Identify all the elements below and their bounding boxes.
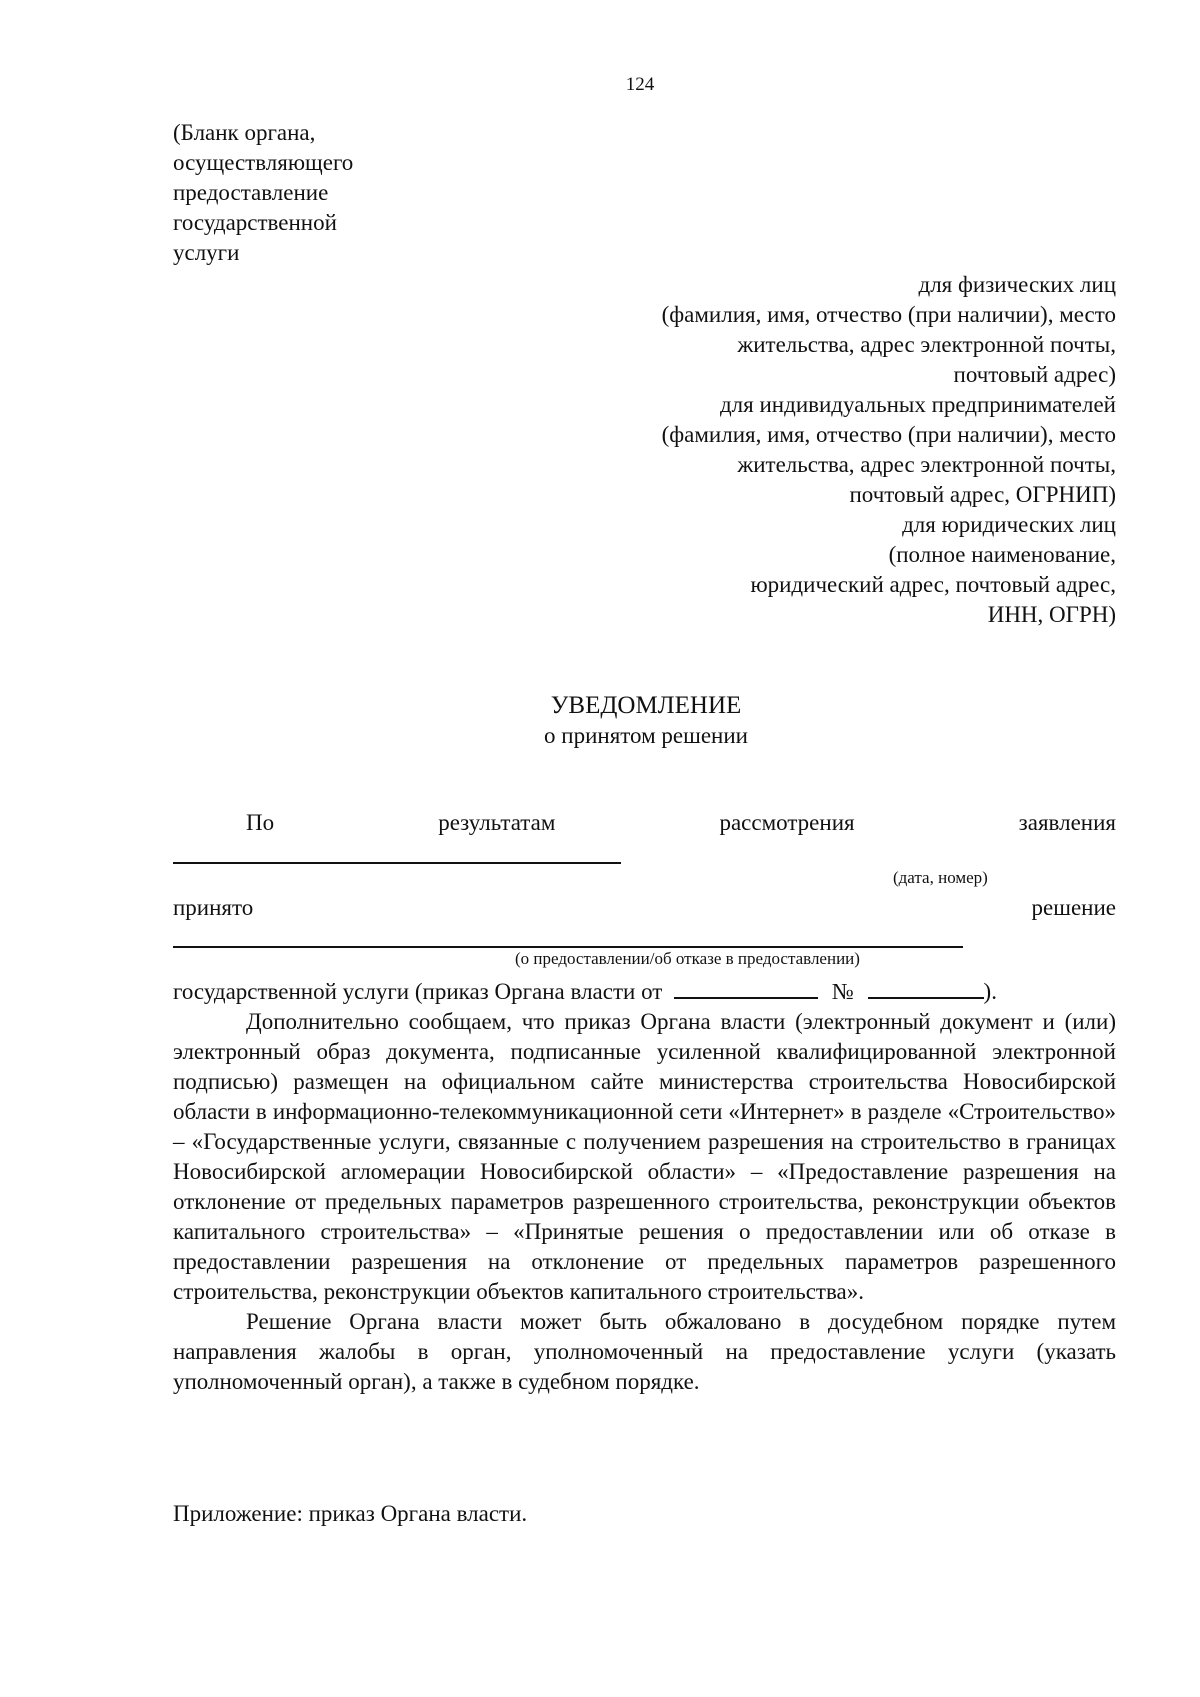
addressee-line: ИНН, ОГРН) [987, 602, 1116, 627]
word: заявления [1018, 810, 1116, 835]
word: решение [1031, 895, 1116, 920]
letterhead-block [173, 118, 353, 268]
blank-order-date [674, 977, 818, 999]
addressee-line: (фамилия, имя, отчество (при наличии), место [661, 422, 1116, 447]
addressee-line: юридический адрес, почтовый адрес, [750, 572, 1116, 597]
letterhead-line: (Бланк органа, [173, 120, 316, 145]
blank-line-date [173, 862, 621, 864]
word: рассмотрения [719, 810, 855, 835]
addressee-line: почтовый адрес, ОГРНИП) [849, 482, 1116, 507]
statement-line-3 [173, 977, 1116, 1007]
letterhead-line: осуществляющего [173, 150, 354, 175]
letterhead-line: государственной [173, 210, 337, 235]
body-text [173, 1007, 1116, 1397]
document-title: УВЕДОМЛЕНИЕ [550, 692, 742, 719]
page-number: 124 [625, 74, 655, 95]
blank-order-number [868, 977, 984, 999]
addressee-line: почтовый адрес) [953, 362, 1116, 387]
blank-line-decision [173, 946, 963, 948]
paragraph-publication: Дополнительно сообщаем, что приказ Органа власти (электронный документ и (или) электронный образ документа, подписанные усиленной квалифицированной электронной подписью) размещен на официальном сайте министерства строительства Новосибирской области в информационно-телекоммуникационной сети «Интернет» в разделе «Строительство» – «Государственные услуги, связанные с получением разрешения на строительство в границах Новосибирской агломерации Новосибирской области» – «Предоставление разрешения на отклонение от предельных параметров разрешенного строительства, реконструкции объектов капитального строительства» – «Принятые решения о предоставлении или об отказе в предоставлении разрешения на отклонение от предельных параметров разрешенного строительства, реконструкции объектов капитального строительства». [173, 1009, 1116, 1304]
word: результатам [438, 810, 556, 835]
letterhead-line: предоставление [173, 180, 329, 205]
addressee-line: для физических лиц [918, 272, 1116, 297]
addressee-line: (фамилия, имя, отчество (при наличии), место [661, 302, 1116, 327]
addressee-line: для юридических лиц [902, 512, 1116, 537]
addressee-line: жительства, адрес электронной почты, [737, 332, 1116, 357]
word: По [246, 810, 275, 835]
letterhead-line: услуги [173, 240, 240, 265]
number-sign: № [831, 979, 854, 1004]
addressee-line: жительства, адрес электронной почты, [737, 452, 1116, 477]
statement-line-1 [246, 808, 1116, 838]
line3-prefix: государственной услуги (приказ Органа власти от [173, 979, 663, 1004]
addressee-line: (полное наименование, [888, 542, 1116, 567]
statement-line-2 [173, 893, 1116, 923]
hint-decision: (о предоставлении/об отказе в предоставлении) [515, 949, 860, 968]
line3-suffix: ). [983, 979, 997, 1004]
document-subtitle: о принятом решении [544, 723, 748, 748]
addressee-line: для индивидуальных предпринимателей [719, 392, 1116, 417]
word: принято [173, 895, 254, 920]
addressee-block [560, 270, 1116, 630]
hint-date: (дата, номер) [893, 868, 988, 887]
attachment-line: Приложение: приказ Органа власти. [173, 1501, 528, 1526]
paragraph-appeal: Решение Органа власти может быть обжаловано в досудебном порядке путем направления жалобы в орган, уполномоченный на предоставление услуги (указать уполномоченный орган), а также в судебном порядке. [173, 1309, 1116, 1394]
